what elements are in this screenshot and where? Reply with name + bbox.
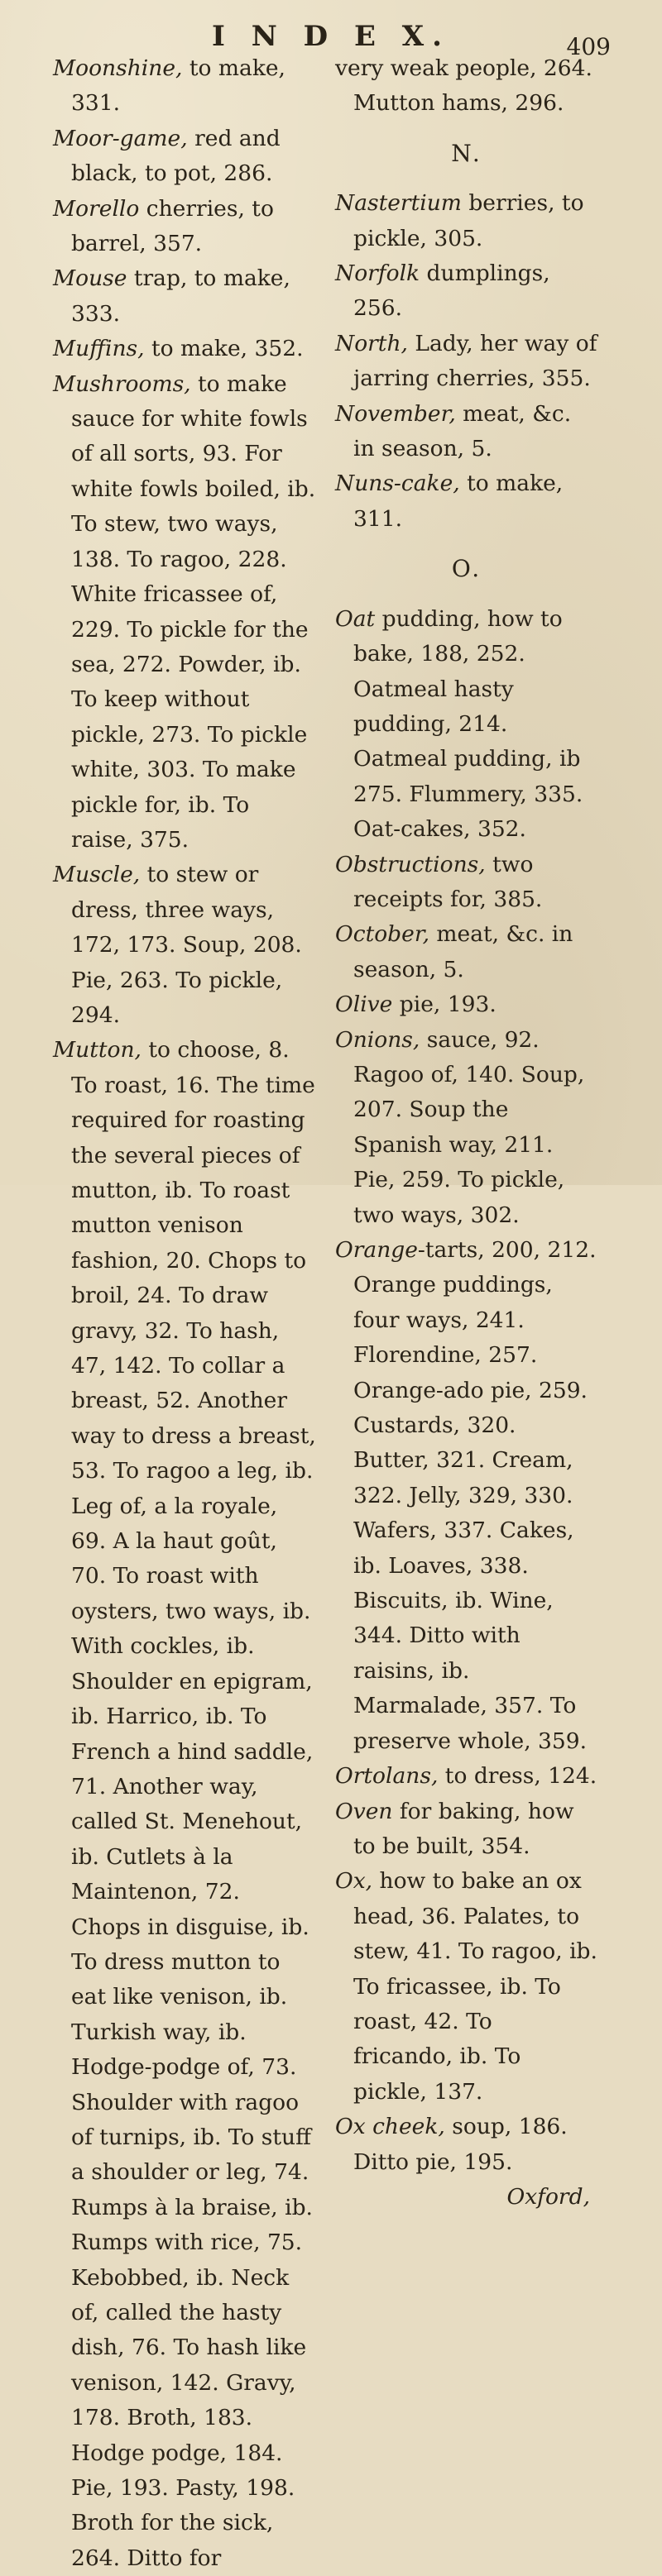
entry-heading: Orange [335,1237,418,1263]
page-header [0,20,662,60]
entry-text: soup, 186. Ditto pie, 195. [353,2114,568,2175]
index-entry [335,1864,598,2110]
entry-heading: Ortolans, [335,1763,439,1790]
entry-text: dumplings, 256. [353,260,550,322]
entry-text: sauce, 92. Ragoo of, 140. Soup, 207. Soup the Spanish way, 211. Pie, 259. To pickle, two ways, 302. [353,1026,585,1228]
entry-heading: Morello [53,195,140,222]
index-entry [335,2110,598,2180]
index-entry [335,1233,598,1759]
entry-text: pudding, how to bake, 188, 252. Oatmeal hasty pudding, 214. Oatmeal pudding, ib 275. Flummery, 335. Oat-cakes, 352. [353,605,583,843]
entry-heading: November, [335,400,456,427]
entry-heading: October, [335,921,429,948]
page-number: 409 [566,33,611,60]
index-entry [53,858,316,1033]
entry-text: -tarts, 200, 212. Orange puddings, four ways, 241. Florendine, 257. Orange-ado pie, 259. Custards, 320. Butter, 321. Cream, 322. Jelly, 329, 330. Wafers, 337. Cakes, ib. Loaves, 338. Biscuits, ib. Wine, 344. Ditto with raisins, ib. Marmalade, 357. To preserve whole, 359. [353,1237,597,1754]
index-entry [335,1023,598,1233]
index-entry [335,256,598,327]
entry-heading: Obstructions, [335,851,486,877]
index-entry [335,466,598,537]
index-entry [335,397,598,467]
entry-text: to stew or dress, three ways, 172, 173. Soup, 208. Pie, 263. To pickle, 294. [71,862,302,1028]
entry-text: for baking, how to be built, 354. [353,1798,574,1859]
entry-heading: Onions, [335,1026,420,1053]
index-entry-continued [335,51,598,122]
entry-text: how to bake an ox head, 36. Palates, to stew, 41. To ragoo, ib. To fricassee, ib. To roast, 42. To fricando, ib. To pickle, 137. [353,1868,597,2105]
entry-heading: Moor-game, [53,125,188,151]
catchword: Oxford, [506,2183,590,2210]
entry-text: pie, 193. [392,992,496,1018]
index-entry [335,186,598,256]
index-entry [53,122,316,192]
index-entry [335,917,598,987]
entry-heading: Mutton, [53,1037,142,1063]
index-entry [335,327,598,397]
index-entry [53,332,316,366]
entry-text: to dress, 124. [438,1763,597,1790]
entry-heading: Moonshine, [53,55,183,81]
index-entry [335,1795,598,1865]
page-title: I N D E X. [212,20,450,53]
entry-heading: Oat [335,605,376,632]
entry-heading: Olive [335,992,393,1018]
entry-heading: Nastertium [335,190,462,217]
entry-text: to make, 311. [353,471,564,532]
entry-heading: Muffins, [53,336,145,362]
index-entry [335,987,598,1022]
entry-text: to make, 331. [71,55,285,117]
section-letter-n: N. [451,139,482,167]
index-entry [335,1759,598,1794]
entry-text: two receipts for, 385. [353,851,543,912]
entry-text: meat, &c. in season, 5. [353,400,572,462]
left-column [53,51,316,2576]
index-entry [53,1033,316,2576]
entry-heading: Ox, [335,1868,373,1895]
entry-text: trap, to make, 333. [71,265,290,327]
index-entry [335,848,598,918]
entry-text: very weak people, 264. Mutton hams, 296. [335,55,592,117]
entry-heading: North, [335,330,408,356]
right-column [335,51,598,2215]
entry-heading: Ox cheek, [335,2114,445,2140]
entry-heading: Muscle, [53,862,141,888]
index-entry [53,367,316,858]
entry-heading: Mouse [53,265,127,292]
section-letter-o: O. [451,555,482,583]
entry-text: to make, 352. [144,336,304,362]
index-entry [53,192,316,262]
index-entry [53,261,316,332]
entry-text: meat, &c. in season, 5. [353,921,573,982]
entry-text: to make sauce for white fowls of all sorts, 93. For white fowls boiled, ib. To stew, two ways, 138. To ragoo, 228. White fricassee of, 229. To pickle for the sea, 272. Powder, ib. To keep without pickle, 273. To pickle white, 303. To make pickle for, ib. To raise, 375. [71,370,316,853]
entry-text: cherries, to barrel, 357. [71,195,274,257]
index-entry [53,51,316,122]
entry-heading: Norfolk [335,260,420,287]
entry-text: Lady, her way of jarring cherries, 355. [353,330,597,392]
entry-text: berries, to pickle, 305. [353,190,584,251]
entry-heading: Nuns-cake, [335,471,460,497]
entry-text: to choose, 8. To roast, 16. The time required for roasting the several pieces of mutton, ib. To roast mutton venison fashion, 20. Chops to broil, 24. To draw gravy, 32. To hash, 47, 142. To collar a breast, 52. Another way to dress a breast, 53. To ragoo a leg, ib. Leg of, a la royale, 69. A la haut goût, 70. To roast with oysters, two ways, ib. With cockles, ib. Shoulder en epigram, ib. Harrico, ib. To French a hind saddle, 71. Another way, called St. Menehout, ib. Cutlets à la Maintenon, 72. Chops in disguise, ib. To dress mutton to eat like venison, ib. Turkish way, ib. Hodge-podge of, 73. Shoulder with ragoo of turnips, ib. To stuff a shoulder or leg, 74. Rumps à la braise, ib. Rumps with rice, 75. Kebobbed, ib. Neck of, called the hasty dish, 76. To hash like venison, 142. Gravy, 178. Broth, 183. Hodge podge, 184. Pie, 193. Pasty, 198. Broth for the sick, 264. Ditto for [71,1037,316,2571]
entry-text: red and black, to pot, 286. [71,125,281,187]
entry-heading: Mushrooms, [53,370,191,397]
index-entry [335,602,598,848]
entry-heading: Oven [335,1798,393,1824]
